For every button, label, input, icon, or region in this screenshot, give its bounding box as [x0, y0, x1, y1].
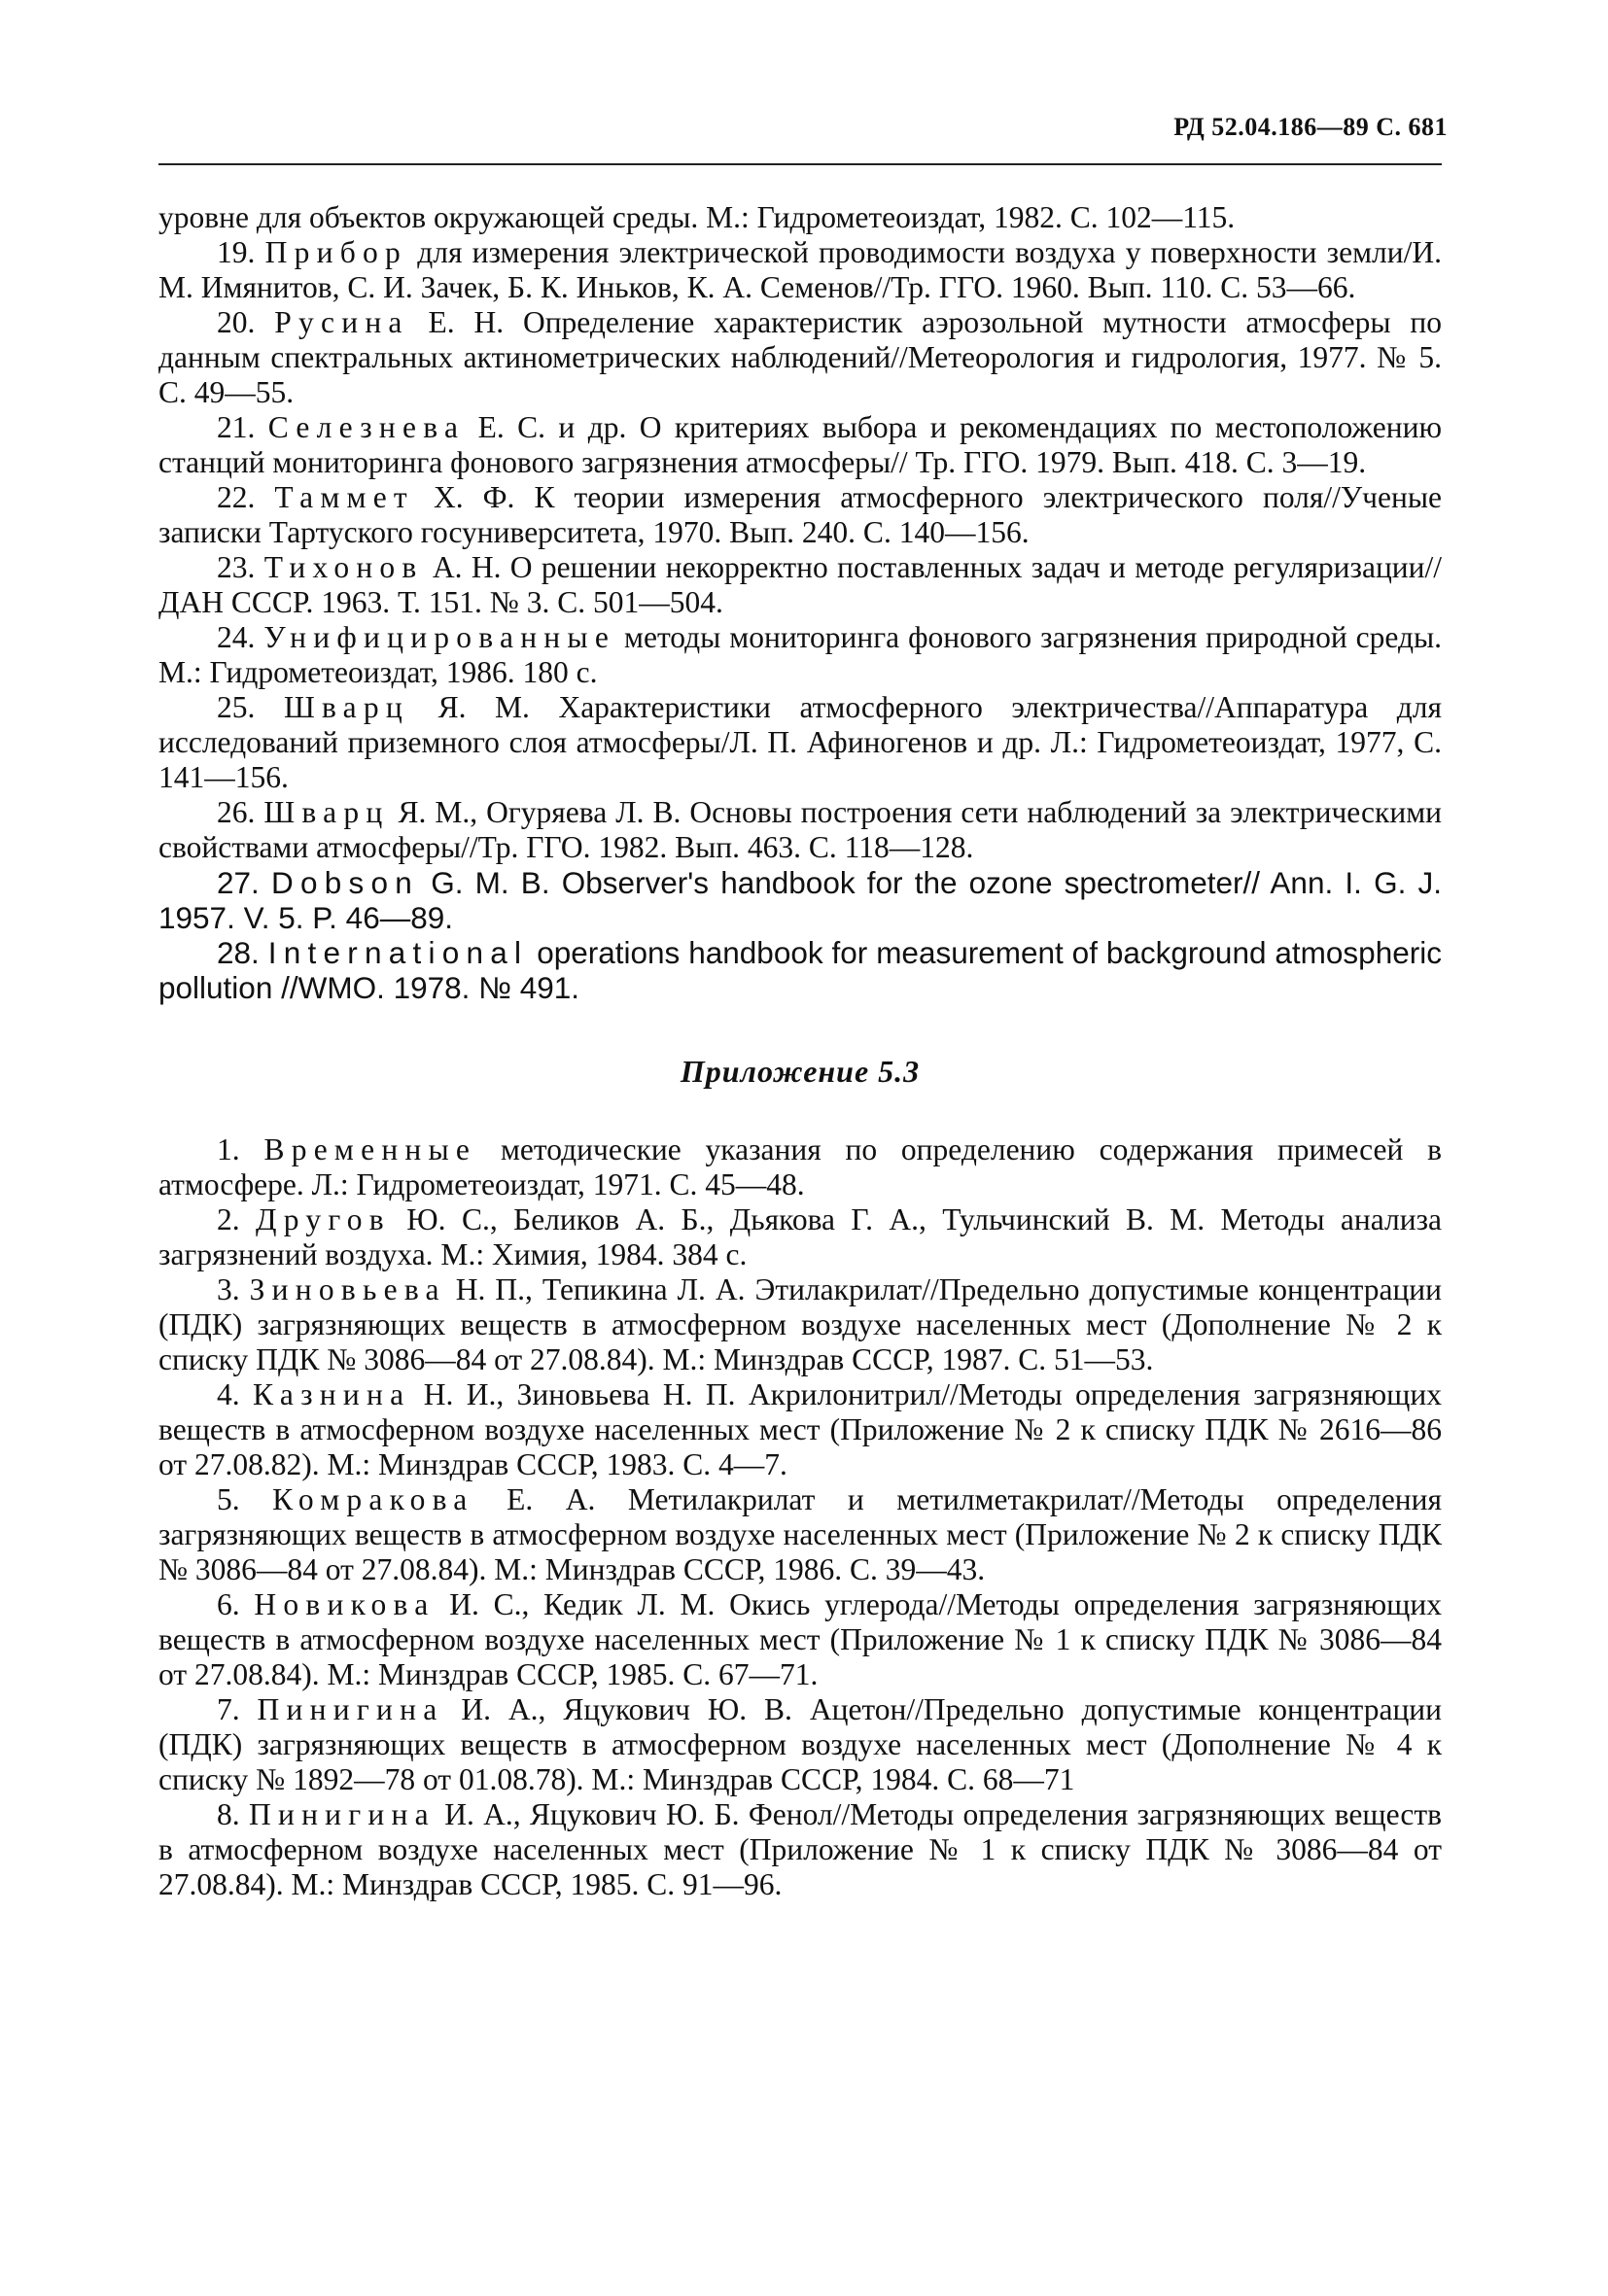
appendix-title: Приложение 5.3 [680, 1054, 921, 1089]
author-name: Dobson [270, 865, 420, 900]
author-name: Шварц [263, 795, 390, 829]
author-name: Унифицированные [263, 620, 616, 654]
author-name: International [267, 935, 529, 970]
list-item: 21. Селезнева Е. С. и др. О критериях выбора и рекомендациях по местоположению станций мониторинга фонового загрязнения атмосферы// Тр. ГГО. 1979. Вып. 418. С. 3—19. [158, 410, 1443, 479]
author-name: Прибор [264, 235, 407, 269]
author-name: Другов [256, 1202, 391, 1236]
list-item: 8. Пинигина И. А., Яцукович Ю. Б. Фенол//Методы определения загрязняющих веществ в атмосферном воздухе населенных мест (Приложение № 1 к списку ПДК № 3086—84 от 27.08.84). М.: Минздрав СССР, 1985. С. 91—96. [158, 1797, 1443, 1901]
author-name: Шварц [283, 690, 409, 724]
list-item: 28. International operations handbook for measurement of background atmospheric pollution //WMO. 1978. № 491. [158, 935, 1442, 1005]
list-item: 4. Казнина Н. И., Зиновьева Н. П. Акрилонитрил//Методы определения загрязняющих веществ в атмосферном воздухе населенных мест (Приложение № 2 к списку ПДК № 2616—86 от 27.08.82). М.: Минздрав СССР, 1983. С. 4—7. [158, 1377, 1443, 1481]
reference-list-2 [158, 1132, 1442, 1902]
list-item: 6. Новикова И. С., Кедик Л. М. Окись углерода//Методы определения загрязняющих веществ в атмосферном воздухе населенных мест (Приложение № 1 к списку ПДК № 3086—84 от 27.08.84). М.: Минздрав СССР, 1985. С. 67—71. [158, 1587, 1443, 1691]
list-item: уровне для объектов окружающей среды. М.: Гидрометеоиздат, 1982. С. 102—115. [158, 200, 1236, 234]
author-name: Временные [263, 1132, 477, 1166]
list-item: 1. Временные методические указания по определению содержания примесей в атмосфере. Л.: Гидрометеоиздат, 1971. С. 45—48. [158, 1132, 1443, 1201]
author-name: Тихонов [263, 550, 424, 584]
author-name: Селезнева [267, 410, 466, 444]
list-item: 27. Dobson G. M. B. Observer's handbook for the ozone spectrometer// Ann. I. G. J. 1957. V. 5. P. 46—89. [158, 865, 1442, 935]
document-body [158, 200, 1442, 1902]
reference-list-1 [158, 200, 1442, 1005]
list-item: 25. Шварц Я. М. Характеристики атмосферного электричества//Аппаратура для исследований приземного слоя атмосферы/Л. П. Афиногенов и др. Л.: Гидрометеоиздат, 1977, С. 141—156. [158, 690, 1443, 794]
author-name: Комракова [272, 1482, 474, 1516]
list-item: 5. Комракова Е. А. Метилакрилат и метилметакрилат//Методы определения загрязняющих веществ в атмосферном воздухе населенных мест (Приложение № 2 к списку ПДК № 3086—84 от 27.08.84). М.: Минздрав СССР, 1986. С. 39—43. [158, 1482, 1443, 1586]
author-name: Пинигина [257, 1692, 444, 1726]
page-header-code: РД 52.04.186—89 С. 681 [1173, 113, 1448, 141]
author-name: Русина [274, 305, 409, 339]
author-name: Таммет [274, 480, 414, 514]
list-item: 23. Тихонов А. Н. О решении некорректно поставленных задач и методе регуляризации//ДАН СССР. 1963. Т. 151. № 3. С. 501—504. [158, 550, 1443, 619]
list-item: 7. Пинигина И. А., Яцукович Ю. В. Ацетон//Предельно допустимые концентрации (ПДК) загрязняющих веществ в атмосферном воздухе населенных мест (Дополнение № 4 к списку № 1892—78 от 01.08.78). М.: Минздрав СССР, 1984. С. 68—71 [158, 1692, 1443, 1796]
author-name: Зиновьева [249, 1272, 446, 1306]
author-name: Новикова [254, 1587, 436, 1621]
author-name: Пинигина [248, 1797, 436, 1831]
list-item: 3. Зиновьева Н. П., Тепикина Л. А. Этилакрилат//Предельно допустимые концентрации (ПДК) загрязняющих веществ в атмосферном воздухе населенных мест (Дополнение № 2 к списку ПДК № 3086—84 от 27.08.84). М.: Минздрав СССР, 1987. С. 51—53. [158, 1272, 1443, 1376]
header-divider [158, 163, 1442, 165]
list-item: 2. Другов Ю. С., Беликов А. Б., Дьякова Г. А., Тульчинский В. М. Методы анализа загрязнений воздуха. М.: Химия, 1984. 384 с. [158, 1202, 1443, 1271]
list-item: 20. Русина Е. Н. Определение характеристик аэрозольной мутности атмосферы по данным спектральных актинометрических наблюдений//Метеорология и гидрология, 1977. № 5. С. 49—55. [158, 305, 1443, 409]
author-name: Казнина [253, 1377, 411, 1411]
list-item: 26. Шварц Я. М., Огуряева Л. В. Основы построения сети наблюдений за электрическими свойствами атмосферы//Тр. ГГО. 1982. Вып. 463. С. 118—128. [158, 795, 1442, 864]
list-item: 22. Таммет Х. Ф. К теории измерения атмосферного электрического поля//Ученые записки Тартуского госуниверситета, 1970. Вып. 240. С. 140—156. [158, 480, 1442, 549]
list-item: 19. Прибор для измерения электрической проводимости воздуха у поверхности земли/И. М. Имянитов, С. И. Зачек, Б. К. Иньков, К. А. Семенов//Тр. ГГО. 1960. Вып. 110. С. 53—66. [158, 235, 1442, 304]
list-item: 24. Унифицированные методы мониторинга фонового загрязнения природной среды. М.: Гидрометеоиздат, 1986. 180 с. [158, 620, 1443, 689]
